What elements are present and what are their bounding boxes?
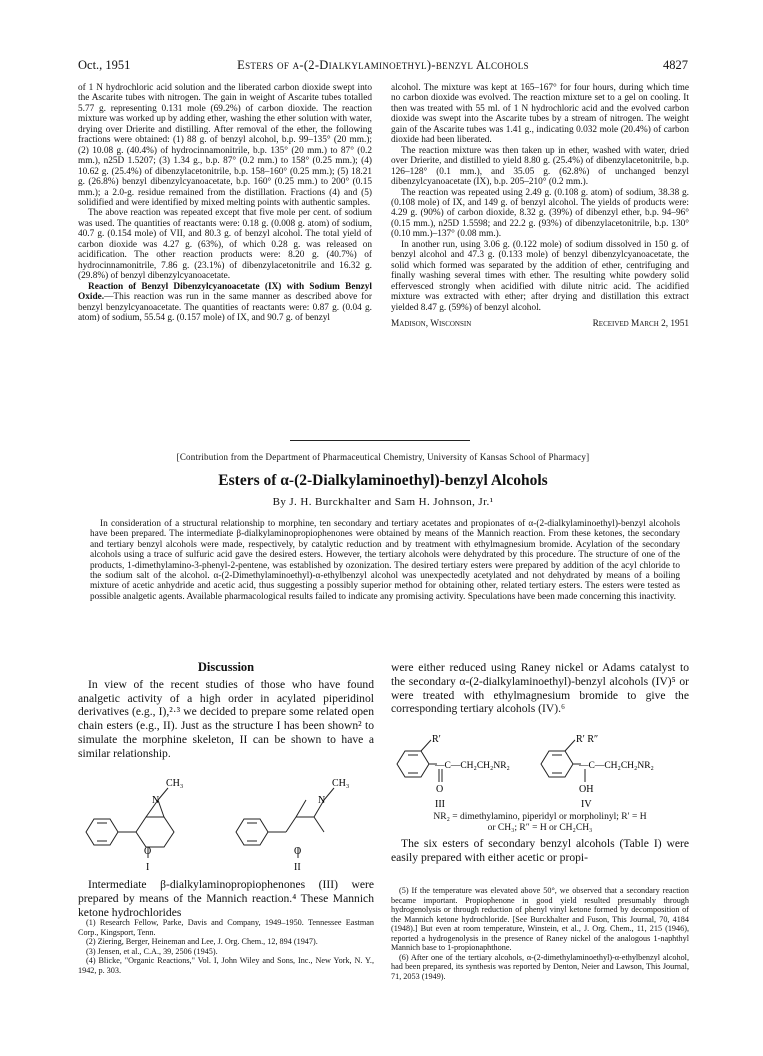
header-running-title: Esters of α-(2-Dialkylaminoethyl)-benzyl Alcohols: [237, 58, 529, 72]
footnote: (1) Research Fellow, Parke, Davis and Company, 1949–1950. Tennessee Eastman Corp., Kingsport, Tenn.: [78, 918, 374, 937]
contribution-line: [Contribution from the Department of Pharmaceutical Chemistry, University of Kansas School of Pharmacy]: [176, 452, 590, 462]
paragraph: The above reaction was repeated except that five mole per cent. of sodium was used. The quantities of reactants were: 0.18 g. (0.008 g. atom) of sodium, 40.7 g. (0.154 mole) of VII, and 80.3 g. of benzyl alcohol. The total yield of carbon dioxide was 4.27 g. (63%), of which 0.28 g. was released on acidification. The other reaction products were: 8.20 g. (40.7%) of hydrocinnamonitrile, 7.86 g. (23.1%) of dibenzylacetonitrile and 16.32 g. (29.8%) of benzyl dibenzylcyanoacetate.: [78, 208, 372, 282]
structure-I-label: I: [146, 862, 150, 872]
structure-legend: [391, 812, 689, 834]
n-label: N: [152, 795, 160, 806]
chain-label: —C—CH₂CH₂NR₂: [579, 761, 654, 771]
paragraph: The six esters of secondary benzyl alcohols (Table I) were easily prepared with either acetic or propi-: [391, 837, 689, 864]
header-page-number: 4827: [663, 58, 688, 72]
paragraph: [78, 282, 372, 324]
footnotes-right: [391, 886, 689, 981]
signature-place: Madison, Wisconsin: [391, 318, 472, 329]
abstract: In consideration of a structural relationship to morphine, ten secondary and tertiary acetates and propionates of α-(2-dialkylaminoethyl)-benzyl alcohols have been prepared. The intermediate β-dialkylaminopropiophenones were obtained by means of the Mannich reaction. From these ketones, the secondary and tertiary benzyl alcohols were made, respectively, by catalytic reduction and by treatment with ethylmagnesium bromide. Acylation of the secondary alcohols using a trace of sulfuric acid gave the desired esters. However, the tertiary alcohols were dehydrated by this procedure. The structure of one of the products, 1-dimethylamino-3-phenyl-2-pentene, was established by ozonization. The desired tertiary esters were prepared by addition of the acyl chloride to the sodium salt of the alcohol. α-(2-Dimethylaminoethyl)-α-ethylbenzyl alcohol was unexpectedly acetylated and not dehydrated by means of a boiling mixture of acetic anhydride and acetic acid, thus suggesting a possibly superior method for obtaining other, related tertiary esters. The esters were tested as possible analgetic agents. Available pharmacological results failed to indicate any promising activity. Speculations have been made concerning this inactivity.: [90, 519, 680, 602]
paragraph: The reaction mixture was then taken up in ether, washed with water, dried over Drierite, and distilled to yield 8.80 g. (25.4%) of dibenzylacetonitrile, b.p. 126–128° (0.1 mm.), and 35.05 g. (62.8%) of unchanged benzyl dibenzylcyanoacetate (IX), b.p. 205–210° (0.2 mm.).: [391, 145, 689, 188]
footnotes-left: [78, 918, 374, 975]
previous-article-right-column: [391, 83, 689, 329]
structure-diagram: [391, 732, 689, 812]
paragraph: In view of the recent studies of those who have found analgetic activity of a high order in acylated piperidinol derivatives (e.g., I),²·³ we decided to prepare some related open chain esters (e.g., II). Just as the structure I has been shown² to simulate the morphine skeleton, II can be shown to have a similar relationship.: [78, 677, 374, 760]
o-label: O: [436, 784, 444, 795]
paragraph-text: —This reaction was run in the same manner as described above for benzyl benzylcyanoacetate. The quantities of reactants were: 0.87 g. (0.04 g. atom) of sodium, 55.54 g. (0.157 mole) of IX, and 90.7 g. of benzyl: [78, 292, 372, 323]
r-prime-label: R′: [432, 734, 441, 745]
o-label: O: [144, 846, 152, 857]
section-heading: Discussion: [197, 660, 255, 674]
paragraph: of 1 N hydrochloric acid solution and the liberated carbon dioxide swept into the Ascarite tubes with nitrogen. The gain in weight of Ascarite tubes totalled 5.77 g. representing 0.131 mole (69.2%) of carbon dioxide. The reaction mixture was worked up by adding ether, washing the ether solution with water, drying over Drierite and distilling. After removal of the ether, the following fractions were obtained: (1) 88 g. of benzyl alcohol, b.p. 99–135° (20 mm.); (2) 10.08 g. (40.4%) of hydrocinnamonitrile, b.p. 135° (20 mm.) to 87° (0.2 mm.), n25D 1.5207; (3) 1.34 g., b.p. 87° (0.2 mm.) to 158° (0.25 mm.); (4) 10.62 g. (25.4%) of dibenzylacetonitrile, b.p. 158–160° (0.25 mm.); (5) 18.21 g. (26.8%) benzyl dibenzylcyanoacetate, b.p. 160° (0.25 mm.) to 200° (0.15 mm.); a 2.0-g. residue remained from the distillation. Fractions (4) and (5) solidified and were identified by mixed melting points with authentic samples.: [78, 83, 372, 208]
previous-article-left-column: [78, 83, 372, 323]
article-title: Esters of α-(2-Dialkylaminoethyl)-benzyl Alcohols: [218, 472, 548, 489]
chain-label: —C—CH₂CH₂NR₂: [435, 761, 510, 771]
legend-line: NR₂ = dimethylamino, piperidyl or morpholinyl; R′ = H: [433, 812, 647, 822]
o-label: O: [294, 846, 302, 857]
section-divider: [290, 440, 470, 441]
paragraph: alcohol. The mixture was kept at 165–167° for four hours, during which time no carbon dioxide was evolved. The reaction mixture set to a gel on cooling. It then was treated with 55 ml. of 1 N hydrochloric acid and the evolved carbon dioxide was swept into the Ascarite tubes by a stream of nitrogen. The weight gain of the Ascarite tubes was 1.41 g., indicating 0.032 mole (20.4%) of carbon dioxide had been liberated.: [391, 83, 689, 146]
ch3-label: CH₃: [332, 778, 350, 789]
discussion-right-column: [391, 661, 689, 716]
structure-diagram: [78, 772, 374, 872]
n-label: N: [318, 795, 326, 806]
header-date: Oct., 1951: [78, 58, 131, 72]
structure-III-label: III: [435, 799, 445, 810]
structures-III-IV: [391, 732, 689, 812]
ch3-label: CH₃: [166, 778, 184, 789]
r-prime-double-label: R′ R″: [576, 734, 599, 745]
signature-line: [391, 319, 689, 329]
footnote: (3) Jensen, et al., C.A., 39, 2506 (1945).: [86, 946, 218, 956]
paragraph: were either reduced using Raney nickel or Adams catalyst to the secondary α-(2-dialkylaminoethyl)-benzyl alcohols (IV)⁵ or were treated with ethylmagnesium bromide to give the corresponding tertiary alcohols (IV).⁶: [391, 661, 689, 716]
paragraph: The reaction was repeated using 2.49 g. (0.108 g. atom) of sodium, 38.38 g. (0.108 mole) of IX, and 149 g. of benzyl alcohol. The yields of products were: 4.29 g. (90%) of carbon dioxide, 8.32 g. (39%) of dibenzyl ether, b.p. 94–96° (0.15 mm.), n25D 1.5598; and 22.2 g. (93%) of dibenzylacetonitrile, b.p. 130° (0.10 mm.)–137° (0.08 mm.).: [391, 187, 689, 240]
oh-label: OH: [579, 784, 594, 795]
paragraph: In another run, using 3.06 g. (0.122 mole) of sodium dissolved in 150 g. of benzyl alcohol and 47.3 g. (0.133 mole) of benzyl dibenzylcyanoacetate, the solid which formed was separated by the addition of ether, centrifuging and finally washing several times with ether. The resulting white powdery solid effervesced strongly when acidified with dilute nitric acid. The acidified mixture was extracted with ether; after drying and distillation this extract yielded 8.47 g. (59%) of benzyl alcohol.: [391, 239, 689, 313]
subsection-heading: Reaction of Benzyl Dibenzylcyanoacetate (IX) with Sodium Benzyl Oxide.: [78, 281, 372, 303]
byline: By J. H. Burckhalter and Sam H. Johnson, Jr.¹: [272, 496, 494, 508]
structure-IV-label: IV: [581, 799, 592, 810]
legend-line: or CH₃; R″ = H or CH₂CH₃: [487, 823, 593, 833]
signature-received: Received March 2, 1951: [592, 318, 689, 329]
footnote: (6) After one of the tertiary alcohols, α-(2-dimethylaminoethyl)-α-ethylbenzyl alcohol, had been prepared, its synthesis was reported by Denton, Neier and Lawson, This Journal, 71, 2053 (1949).: [391, 952, 689, 981]
footnote: (4) Blicke, "Organic Reactions," Vol. I, John Wiley and Sons, Inc., New York, N. Y., 1942, p. 303.: [78, 956, 374, 975]
footnote: (5) If the temperature was elevated above 50°, we observed that a secondary reaction became important. Propiophenone in good yield resulted presumably through hydrogenolysis or through reduction of phenyl vinyl ketone formed by decomposition of the Mannich ketone hydrochloride. [See Burckhalter and Fuson, This Journal, 70, 4184 (1948).] But even at room temperature, Winstein, et al., J. Org. Chem., 11, 215 (1946), reported a hydrogenolysis in the presence of Raney nickel of the analogous 1-naphthyl Mannich base to 1-propionaphthone.: [391, 886, 689, 952]
discussion-left-column: [78, 661, 374, 761]
paragraph: Intermediate β-dialkylaminopropiophenones (III) were prepared by means of the Mannich reaction.⁴ These Mannich ketone hydrochlorides: [78, 878, 374, 919]
structures-I-II: [78, 772, 374, 872]
footnote: (2) Ziering, Berger, Heineman and Lee, J. Org. Chem., 12, 894 (1947).: [86, 937, 318, 946]
structure-II-label: II: [294, 862, 301, 872]
